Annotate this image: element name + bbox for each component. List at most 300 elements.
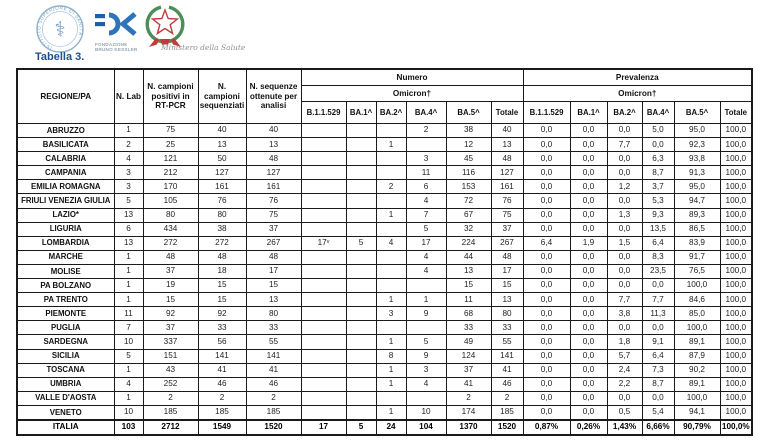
value-cell: 86,5 <box>674 222 720 236</box>
region-cell: CAMPANIA <box>17 166 114 180</box>
value-cell <box>346 279 376 293</box>
subgroup-header-omicron-numero: Omicron† <box>301 86 523 102</box>
value-cell: 124 <box>446 349 491 363</box>
col-header-prevalenza-ba1: BA.1^ <box>570 102 607 124</box>
value-cell: 1 <box>114 391 143 405</box>
iss-seal-icon <box>33 4 87 54</box>
value-cell <box>301 264 346 278</box>
value-cell <box>346 152 376 166</box>
value-cell: 5 <box>346 420 376 435</box>
value-cell: 8,7 <box>642 166 674 180</box>
value-cell: 89,1 <box>674 377 720 391</box>
value-cell: 0,0 <box>523 152 570 166</box>
value-cell: 80 <box>143 208 198 222</box>
table-row <box>17 293 752 307</box>
value-cell: 6 <box>114 222 143 236</box>
value-cell: 55 <box>246 335 301 349</box>
value-cell: 0,0 <box>570 222 607 236</box>
value-cell: 1,9 <box>570 236 607 250</box>
value-cell: 89,1 <box>674 335 720 349</box>
value-cell: 37 <box>491 222 523 236</box>
value-cell <box>346 363 376 377</box>
value-cell: 0,0 <box>523 377 570 391</box>
value-cell: 17 <box>301 420 346 435</box>
value-cell <box>346 349 376 363</box>
value-cell: 103 <box>114 420 143 435</box>
value-cell: 13 <box>491 293 523 307</box>
value-cell: 1 <box>376 293 406 307</box>
region-cell: LOMBARDIA <box>17 236 114 250</box>
value-cell: 6,4 <box>642 236 674 250</box>
group-header-prevalenza: Prevalenza <box>523 69 752 86</box>
table-body <box>17 124 752 436</box>
value-cell: 4 <box>406 377 446 391</box>
table-row <box>17 138 752 152</box>
value-cell: 0,0 <box>523 349 570 363</box>
table-row <box>17 124 752 138</box>
value-cell: 76 <box>246 194 301 208</box>
value-cell: 1 <box>376 363 406 377</box>
value-cell <box>346 222 376 236</box>
value-cell: 1 <box>114 363 143 377</box>
table-row <box>17 166 752 180</box>
value-cell <box>301 307 346 321</box>
value-cell: 76 <box>491 194 523 208</box>
value-cell: 46 <box>246 377 301 391</box>
value-cell: 6,4 <box>523 236 570 250</box>
value-cell: 91,7 <box>674 250 720 264</box>
value-cell: 6,66% <box>642 420 674 435</box>
region-cell: BASILICATA <box>17 138 114 152</box>
value-cell: 2,4 <box>607 363 642 377</box>
value-cell: 7,3 <box>642 363 674 377</box>
value-cell: 41 <box>446 377 491 391</box>
value-cell: 3,7 <box>642 180 674 194</box>
region-cell: UMBRIA <box>17 377 114 391</box>
value-cell: 0,0 <box>570 180 607 194</box>
value-cell: 2712 <box>143 420 198 435</box>
value-cell <box>301 377 346 391</box>
table-header <box>17 69 752 124</box>
value-cell: 100,0 <box>674 279 720 293</box>
value-cell: 12 <box>446 138 491 152</box>
value-cell: 0,0 <box>570 264 607 278</box>
value-cell: 50 <box>198 152 246 166</box>
col-header-regione: REGIONE/PA <box>17 69 114 124</box>
value-cell: 56 <box>198 335 246 349</box>
value-cell: 5,7 <box>607 349 642 363</box>
value-cell: 87,9 <box>674 349 720 363</box>
value-cell: 15 <box>446 279 491 293</box>
table-row <box>17 335 752 349</box>
value-cell <box>376 152 406 166</box>
total-row <box>17 420 752 435</box>
region-cell: SARDEGNA <box>17 335 114 349</box>
table-row <box>17 405 752 420</box>
value-cell: 72 <box>446 194 491 208</box>
value-cell: 0,0 <box>523 250 570 264</box>
value-cell <box>346 194 376 208</box>
value-cell: 0,0 <box>523 138 570 152</box>
value-cell <box>346 124 376 138</box>
value-cell: 84,6 <box>674 293 720 307</box>
value-cell: 121 <box>143 152 198 166</box>
value-cell: 0,0 <box>570 194 607 208</box>
value-cell: 7,7 <box>607 138 642 152</box>
col-header-n-lab: N. Lab <box>114 69 143 124</box>
value-cell <box>376 279 406 293</box>
value-cell: 76,5 <box>674 264 720 278</box>
value-cell: 18 <box>198 264 246 278</box>
value-cell: 0,26% <box>570 420 607 435</box>
col-header-numero-ba4: BA.4^ <box>406 102 446 124</box>
value-cell: 0,0 <box>523 279 570 293</box>
value-cell: 7,7 <box>607 293 642 307</box>
value-cell: 37 <box>446 363 491 377</box>
fbk-label-line2: BRUNO KESSLER <box>95 47 138 53</box>
value-cell: 19 <box>143 279 198 293</box>
table-row <box>17 250 752 264</box>
value-cell: 0,0 <box>642 279 674 293</box>
region-cell: EMILIA ROMAGNA <box>17 180 114 194</box>
value-cell: 43 <box>143 363 198 377</box>
value-cell: 13 <box>114 208 143 222</box>
variant-table <box>16 68 753 436</box>
value-cell <box>346 391 376 405</box>
value-cell: 100,0 <box>674 321 720 335</box>
value-cell: 224 <box>446 236 491 250</box>
value-cell: 141 <box>198 349 246 363</box>
value-cell: 0,0 <box>570 138 607 152</box>
fbk-label-line1: FONDAZIONE <box>95 42 128 47</box>
value-cell: 40 <box>198 124 246 138</box>
value-cell: 49 <box>446 335 491 349</box>
value-cell: 0,0 <box>523 335 570 349</box>
value-cell: 272 <box>198 236 246 250</box>
value-cell: 80 <box>491 307 523 321</box>
value-cell: 2 <box>491 391 523 405</box>
value-cell: 1 <box>376 377 406 391</box>
value-cell: 94,7 <box>674 194 720 208</box>
value-cell: 67 <box>446 208 491 222</box>
value-cell <box>346 307 376 321</box>
value-cell: 0,0 <box>607 264 642 278</box>
value-cell: 95,0 <box>674 124 720 138</box>
value-cell: 100,0 <box>720 321 752 335</box>
value-cell: 0,0 <box>523 208 570 222</box>
value-cell: 5 <box>406 222 446 236</box>
table-row <box>17 321 752 335</box>
value-cell: 0,0 <box>523 124 570 138</box>
value-cell <box>301 250 346 264</box>
value-cell: 2 <box>406 124 446 138</box>
value-cell: 0,0 <box>570 405 607 420</box>
tabella-3 <box>16 68 753 436</box>
value-cell: 40 <box>246 124 301 138</box>
value-cell: 1,8 <box>607 335 642 349</box>
value-cell <box>346 264 376 278</box>
table-row <box>17 307 752 321</box>
value-cell: 267 <box>246 236 301 250</box>
col-header-prevalenza-totale: Totale <box>720 102 752 124</box>
value-cell <box>346 405 376 420</box>
value-cell: 92 <box>143 307 198 321</box>
value-cell: 0,0 <box>523 166 570 180</box>
value-cell: 0,0 <box>570 293 607 307</box>
region-cell: TOSCANA <box>17 363 114 377</box>
value-cell <box>301 349 346 363</box>
value-cell: 9,3 <box>642 208 674 222</box>
value-cell: 170 <box>143 180 198 194</box>
value-cell: 0,0 <box>642 321 674 335</box>
value-cell <box>376 166 406 180</box>
value-cell: 185 <box>491 405 523 420</box>
value-cell <box>376 391 406 405</box>
value-cell: 100,0 <box>720 222 752 236</box>
value-cell: 100,0 <box>720 152 752 166</box>
value-cell: 76 <box>198 194 246 208</box>
value-cell: 7 <box>406 208 446 222</box>
region-cell: VENETO <box>17 405 114 420</box>
value-cell: 55 <box>491 335 523 349</box>
value-cell: 90,2 <box>674 363 720 377</box>
value-cell: 0,87% <box>523 420 570 435</box>
value-cell: 161 <box>198 180 246 194</box>
value-cell: 185 <box>143 405 198 420</box>
value-cell: 100,0 <box>720 180 752 194</box>
value-cell: 89,3 <box>674 208 720 222</box>
value-cell: 92,3 <box>674 138 720 152</box>
value-cell: 1 <box>114 124 143 138</box>
value-cell: 85,0 <box>674 307 720 321</box>
value-cell <box>406 391 446 405</box>
value-cell: 33 <box>491 321 523 335</box>
value-cell: 93,8 <box>674 152 720 166</box>
value-cell: 0,0 <box>570 363 607 377</box>
fbk-mark-icon <box>95 12 137 36</box>
value-cell: 10 <box>114 405 143 420</box>
value-cell: 9 <box>406 307 446 321</box>
value-cell: 0,0 <box>523 194 570 208</box>
value-cell: 100,0 <box>720 194 752 208</box>
region-cell: ITALIA <box>17 420 114 435</box>
value-cell: 127 <box>198 166 246 180</box>
value-cell: 15 <box>143 293 198 307</box>
value-cell: 10 <box>114 335 143 349</box>
value-cell: 68 <box>446 307 491 321</box>
value-cell: 100,0 <box>720 250 752 264</box>
value-cell <box>376 321 406 335</box>
value-cell: 1 <box>376 335 406 349</box>
value-cell: 48 <box>491 152 523 166</box>
table-row <box>17 236 752 250</box>
table-row <box>17 391 752 405</box>
value-cell <box>376 124 406 138</box>
value-cell <box>346 293 376 307</box>
value-cell: 151 <box>143 349 198 363</box>
value-cell: 0,0 <box>523 180 570 194</box>
value-cell: 25 <box>143 138 198 152</box>
value-cell: 17ᵛ <box>301 236 346 250</box>
region-cell: FRIULI VENEZIA GIULIA <box>17 194 114 208</box>
value-cell: 0,0 <box>570 321 607 335</box>
value-cell: 10 <box>406 405 446 420</box>
value-cell: 15 <box>246 279 301 293</box>
fbk-logo <box>95 12 137 53</box>
table-row <box>17 377 752 391</box>
value-cell <box>301 391 346 405</box>
value-cell: 33 <box>246 321 301 335</box>
value-cell: 8,7 <box>642 377 674 391</box>
value-cell: 38 <box>446 124 491 138</box>
value-cell: 2 <box>198 391 246 405</box>
value-cell: 95,0 <box>674 180 720 194</box>
value-cell: 0,0 <box>607 194 642 208</box>
value-cell: 0,0 <box>570 124 607 138</box>
value-cell: 8,3 <box>642 250 674 264</box>
region-cell: VALLE D'AOSTA <box>17 391 114 405</box>
value-cell: 2 <box>246 391 301 405</box>
table-row <box>17 180 752 194</box>
value-cell: 0,0 <box>570 166 607 180</box>
value-cell: 272 <box>143 236 198 250</box>
table-row <box>17 349 752 363</box>
value-cell: 24 <box>376 420 406 435</box>
value-cell: 92 <box>198 307 246 321</box>
value-cell: 0,0 <box>570 349 607 363</box>
value-cell: 1549 <box>198 420 246 435</box>
value-cell: 0,0 <box>570 152 607 166</box>
table-row <box>17 152 752 166</box>
value-cell: 13,5 <box>642 222 674 236</box>
value-cell: 127 <box>491 166 523 180</box>
value-cell: 0,0 <box>607 279 642 293</box>
region-cell: MARCHE <box>17 250 114 264</box>
value-cell <box>301 279 346 293</box>
value-cell: 100,0 <box>720 335 752 349</box>
value-cell: 100,0 <box>720 307 752 321</box>
value-cell: 33 <box>198 321 246 335</box>
value-cell: 4 <box>406 264 446 278</box>
svg-text:ISTITUTO SUPERIORE DI SANITÀ: ISTITUTO SUPERIORE DI SANITÀ <box>36 5 84 51</box>
value-cell <box>301 208 346 222</box>
value-cell: 75 <box>246 208 301 222</box>
value-cell: 37 <box>143 321 198 335</box>
value-cell: 11 <box>114 307 143 321</box>
value-cell: 23,5 <box>642 264 674 278</box>
value-cell: 1,5 <box>607 236 642 250</box>
svg-text:⚕: ⚕ <box>54 17 66 42</box>
value-cell: 1370 <box>446 420 491 435</box>
value-cell: 174 <box>446 405 491 420</box>
col-header-campioni-sequenziati: N. campioni sequenziati <box>198 69 246 124</box>
value-cell: 0,0 <box>523 307 570 321</box>
value-cell: 3 <box>376 307 406 321</box>
subgroup-header-omicron-prevalenza: Omicron† <box>523 86 752 102</box>
value-cell: 5,3 <box>642 194 674 208</box>
region-cell: LIGURIA <box>17 222 114 236</box>
value-cell: 17 <box>406 236 446 250</box>
value-cell <box>346 335 376 349</box>
value-cell <box>301 335 346 349</box>
value-cell: 0,0 <box>642 391 674 405</box>
value-cell: 45 <box>446 152 491 166</box>
value-cell: 83,9 <box>674 236 720 250</box>
value-cell <box>301 321 346 335</box>
table-row <box>17 194 752 208</box>
value-cell: 100,0 <box>720 349 752 363</box>
value-cell: 48 <box>143 250 198 264</box>
value-cell: 0,0 <box>642 138 674 152</box>
value-cell: 15 <box>198 279 246 293</box>
page-title: Tabella 3. <box>35 51 85 63</box>
value-cell: 2 <box>446 391 491 405</box>
value-cell: 2 <box>114 138 143 152</box>
value-cell: 48 <box>246 152 301 166</box>
value-cell: 41 <box>246 363 301 377</box>
value-cell: 0,0 <box>570 307 607 321</box>
value-cell: 4 <box>406 194 446 208</box>
value-cell: 91,3 <box>674 166 720 180</box>
value-cell: 7 <box>114 321 143 335</box>
value-cell: 1520 <box>491 420 523 435</box>
value-cell <box>301 293 346 307</box>
value-cell: 2 <box>376 180 406 194</box>
value-cell <box>301 124 346 138</box>
value-cell: 185 <box>246 405 301 420</box>
value-cell: 5 <box>114 194 143 208</box>
value-cell: 100,0 <box>720 405 752 420</box>
value-cell: 13 <box>491 138 523 152</box>
value-cell: 44 <box>446 250 491 264</box>
value-cell: 13 <box>246 138 301 152</box>
value-cell: 0,0 <box>607 124 642 138</box>
value-cell: 9,1 <box>642 335 674 349</box>
value-cell: 100,0 <box>720 208 752 222</box>
value-cell: 13 <box>446 264 491 278</box>
value-cell <box>346 377 376 391</box>
value-cell: 46 <box>491 377 523 391</box>
header-group-row <box>17 69 752 86</box>
value-cell: 0,0 <box>523 363 570 377</box>
col-header-numero-ba2: BA.2^ <box>376 102 406 124</box>
value-cell: 1 <box>114 293 143 307</box>
value-cell: 3 <box>406 363 446 377</box>
table-row <box>17 264 752 278</box>
region-cell: PA TRENTO <box>17 293 114 307</box>
value-cell: 1 <box>376 138 406 152</box>
value-cell <box>301 363 346 377</box>
value-cell: 37 <box>246 222 301 236</box>
value-cell: 32 <box>446 222 491 236</box>
value-cell: 0,0 <box>523 391 570 405</box>
value-cell <box>406 321 446 335</box>
value-cell: 1 <box>114 264 143 278</box>
value-cell: 0,0 <box>570 208 607 222</box>
value-cell: 5,4 <box>642 405 674 420</box>
value-cell <box>376 222 406 236</box>
value-cell: 100,0 <box>720 264 752 278</box>
value-cell: 37 <box>143 264 198 278</box>
table-row <box>17 208 752 222</box>
value-cell: 5 <box>406 335 446 349</box>
col-header-numero-ba5: BA.5^ <box>446 102 491 124</box>
value-cell: 434 <box>143 222 198 236</box>
value-cell: 13 <box>198 138 246 152</box>
value-cell: 0,0 <box>523 222 570 236</box>
region-cell: PUGLIA <box>17 321 114 335</box>
col-header-numero-b11529: B.1.1.529 <box>301 102 346 124</box>
